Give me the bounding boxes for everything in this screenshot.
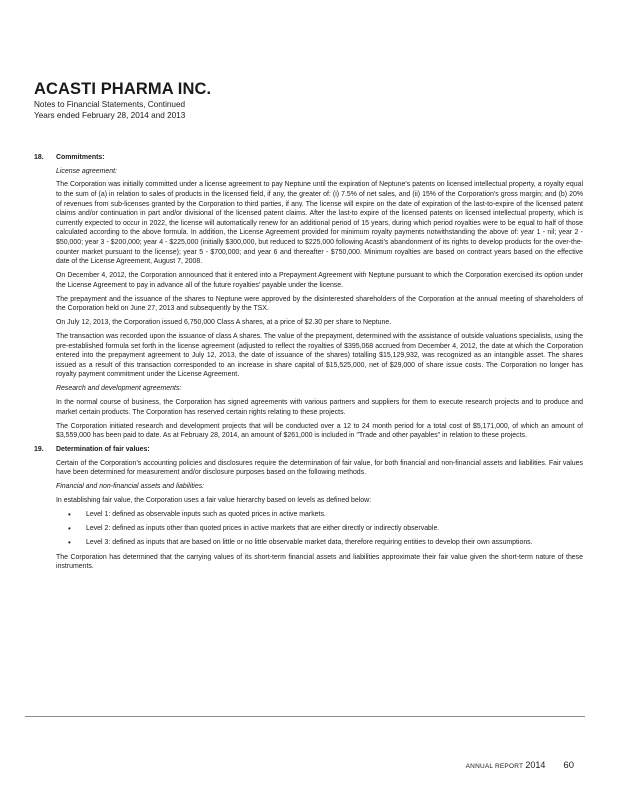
paragraph: The Corporation initiated research and development projects that will be conducted over a 12 to 24 month period for a total cost of $5,171,000, of which an amount of $3,559,000 has been paid to date. As at February 28, 2014, an amount of $261,000 is included in "Trade and other payables" in relation to these projects. xyxy=(56,422,583,440)
list-item xyxy=(56,510,583,520)
page-footer xyxy=(466,760,574,772)
section-number: 19. xyxy=(34,446,44,454)
section-heading xyxy=(34,445,583,455)
paragraph: The Corporation has determined that the carrying values of its short-term financial assets and liabilities approximate their fair value given the short-term nature of these instruments. xyxy=(56,553,583,571)
subheading-financial-assets: Financial and non-financial assets and liabilities: xyxy=(56,483,205,491)
subheading-research-development: Research and development agreements: xyxy=(56,385,182,393)
company-name: ACASTI PHARMA INC. xyxy=(34,80,212,98)
section-title: Commitments: xyxy=(56,154,105,161)
page-number: 60 xyxy=(563,760,574,771)
list-item-text: Level 2: defined as inputs other than quoted prices in active markets that are either directly or indirectly observable. xyxy=(86,525,440,533)
bullet-icon: • xyxy=(68,524,71,534)
fair-value-levels-list xyxy=(56,510,583,548)
document-subtitle: Notes to Financial Statements, Continued xyxy=(34,100,186,109)
section-fair-values xyxy=(34,445,583,572)
section-commitments xyxy=(34,153,583,441)
bullet-icon: • xyxy=(68,538,71,548)
paragraph: On December 4, 2012, the Corporation announced that it entered into a Prepayment Agreement with Neptune pursuant to which the Corporation exercised its option under the License Agreement to pay in advance all of the future royalties’ payable under the license. xyxy=(56,272,583,289)
notes-content xyxy=(34,153,583,576)
footer-divider xyxy=(25,716,585,717)
subheading-license-agreement: License agreement: xyxy=(56,167,117,175)
paragraph: The prepayment and the issuance of the shares to Neptune were approved by the disinterested shareholders of the Corporation at the annual meeting of shareholders of the Corporation held on June 27, 2013 and subsequently by the TSX. xyxy=(56,295,583,313)
section-number: 18. xyxy=(34,154,44,161)
paragraph: In establishing fair value, the Corporation uses a fair value hierarchy based on levels as defined below: xyxy=(56,497,372,505)
section-title: Determination of fair values: xyxy=(56,446,150,454)
list-item-text: Level 3: defined as inputs that are based on little or no little observable market data, therefore requiring entities to develop their own assumptions. xyxy=(86,539,533,547)
page-header xyxy=(34,79,594,121)
section-heading xyxy=(34,153,583,163)
annual-report-label: ANNUAL REPORT xyxy=(465,763,524,770)
list-item-text: Level 1: defined as observable inputs such as quoted prices in active markets. xyxy=(86,510,326,518)
paragraph: The Corporation was initially committed under a license agreement to pay Neptune until the expiration of Neptune’s patents on licensed intellectual property, a royalty equal to the sum of (a) in relation to sales of products in the licensed field, if any, the greater of: (i) 7.5% of net sales, and (ii) 15% of the Corporation’s gross margin; and (b) 20% of revenues from sub-licenses granted by the Corporation to third parties, if any. The license will expire on the date of expiration of the last-to-expire of the licensed patent claims and/or continuation in part and/or divisional of the licensed patent claims. After the last-to expire of the licensed patents on licensed intellectual property, which is currently expected to occur in 2022, the license will automatically renew for an additional period of 15 years, during which period royalties were to be equal to half of those calculated according to the above formula. In addition, the License Agreement provided for minimum royalty payments notwithstanding the above of: year 1 - nil; year 2 - $50,000; year 3 - $200,000; year 4 - $225,000 (initially $300,000, but reduced to $225,000 following Acasti’s abandonment of its rights to develop products for the over-the-counter market pursuant to the license); year 5 - $700,000; and year 6 and thereafter - $750,000. Minimum royalties are based on contract years based on the effective date of the License Agreement, August 7, 2008. xyxy=(56,181,583,266)
bullet-icon: • xyxy=(68,509,71,519)
report-year: 2014 xyxy=(525,760,546,770)
period-subtitle: Years ended February 28, 2014 and 2013 xyxy=(34,111,186,120)
paragraph: The transaction was recorded upon the issuance of class A shares. The value of the prepayment, determined with the assistance of outside valuations specialists, using the pre-established formula set forth in the license agreement (adjusted to reflect the royalties of $395,068 accrued from December 4, 2012, the date at which the Corporation entered into the prepayment agreement to July 12, 2013, the date of issuance of the shares) totalling $15,129,932, was recognized as an intangible asset. The shares issued as a result of this transaction corresponded to an increase in share capital of $15,525,000, net of $29,000 of share issue costs. The Corporation no longer has royalty payment commitment under the License Agreement. xyxy=(56,332,583,379)
paragraph: In the normal course of business, the Corporation has signed agreements with various partners and suppliers for them to execute research projects and to produce and market certain products. The Corporation has reserved certain rights relating to these projects. xyxy=(56,399,583,416)
list-item xyxy=(56,524,583,534)
list-item xyxy=(56,538,583,548)
paragraph: Certain of the Corporation’s accounting policies and disclosures require the determination of fair value, for both financial and non-financial assets and liabilities. Fair values have been determined for measurement and/or disclosure purposes based on the following methods. xyxy=(56,459,583,477)
paragraph: On July 12, 2013, the Corporation issued 6,750,000 Class A shares, at a price of $2.30 per share to Neptune. xyxy=(56,319,392,327)
